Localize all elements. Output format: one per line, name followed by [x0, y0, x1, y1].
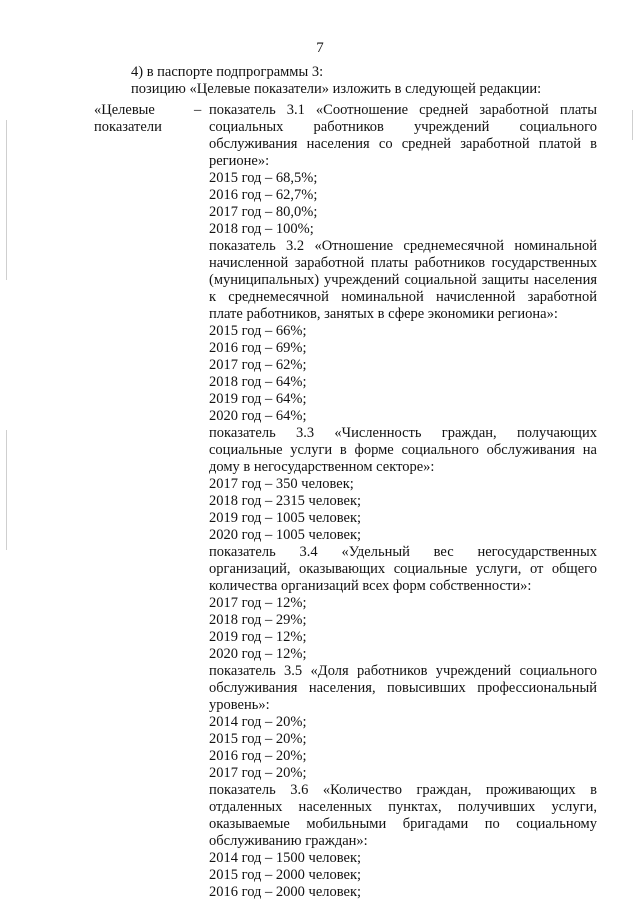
indicator-year-value: 2018 год – 29%; [209, 612, 307, 628]
indicator-year-value: 2019 год – 12%; [209, 629, 307, 645]
indicator-year-value: 2016 год – 69%; [209, 340, 307, 356]
indicator-3-5 [209, 663, 597, 782]
indicator-3-4 [209, 544, 597, 663]
indicator-text: показатель 3.2 «Отношение среднемесячной номинальной начисленной заработной платы работников государственных (муниципальных) учреждений социальной защиты населения к среднемесячной номинальной начисленной заработной плате работников, занятых в сфере экономики региона»: [209, 238, 597, 322]
indicator-year-value: 2017 год – 350 человек; [209, 476, 354, 492]
indicator-year-value: 2015 год – 20%; [209, 731, 307, 747]
indicator-text: показатель 3.1 «Соотношение средней заработной платы социальных работников учреждений социального обслуживания населения со средней заработной платой в регионе»: [209, 102, 597, 169]
indicator-year-value: 2020 год – 1005 человек; [209, 527, 362, 543]
indicator-year-value: 2016 год – 2000 человек; [209, 884, 362, 900]
indicator-year-value: 2015 год – 68,5%; [209, 170, 318, 186]
indicator-3-3 [209, 425, 597, 544]
intro-block [131, 64, 541, 98]
intro-line-1: 4) в паспорте подпрограммы 3: [131, 64, 324, 80]
indicator-text: показатель 3.5 «Доля работников учреждений социального обслуживания населения, повысивших профессиональный уровень»: [209, 663, 597, 713]
indicator-year-value: 2017 год – 20%; [209, 765, 307, 781]
indicator-year-value: 2014 год – 20%; [209, 714, 307, 730]
indicator-year-value: 2019 год – 64%; [209, 391, 307, 407]
indicator-year-value: 2017 год – 80,0%; [209, 204, 318, 220]
indicator-year-value: 2015 год – 2000 человек; [209, 867, 362, 883]
indicator-3-2 [209, 238, 597, 425]
indicator-text: показатель 3.4 «Удельный вес негосударственных организаций, оказывающих социальные услуги, от общего количества организаций всех форм собственности»: [209, 544, 597, 594]
term-line-1: «Целевые [94, 102, 155, 118]
indicator-year-value: 2020 год – 64%; [209, 408, 307, 424]
scan-edge-mark [6, 430, 7, 550]
indicator-3-1 [209, 102, 597, 238]
indicator-year-value: 2017 год – 12%; [209, 595, 307, 611]
term-line-2: показатели [94, 119, 162, 135]
indicators-list [209, 102, 597, 901]
scan-edge-mark [6, 120, 7, 280]
indicator-year-value: 2019 год – 1005 человек; [209, 510, 362, 526]
indicator-year-value: 2016 год – 62,7%; [209, 187, 318, 203]
indicator-year-value: 2016 год – 20%; [209, 748, 307, 764]
indicator-year-value: 2017 год – 62%; [209, 357, 307, 373]
indicator-year-value: 2018 год – 64%; [209, 374, 307, 390]
indicator-year-value: 2014 год – 1500 человек; [209, 850, 362, 866]
indicator-year-value: 2015 год – 66%; [209, 323, 307, 339]
indicator-text: показатель 3.3 «Численность граждан, получающих социальные услуги в форме социального обслуживания на дому в негосударственном секторе»: [209, 425, 597, 475]
term-label [94, 102, 194, 136]
indicator-3-6 [209, 782, 597, 901]
indicator-text: показатель 3.6 «Количество граждан, проживающих в отдаленных населенных пунктах, получивших услуги, оказываемые мобильными бригадами по социальному обслуживанию граждан»: [209, 782, 597, 849]
intro-line-2: позицию «Целевые показатели» изложить в следующей редакции: [131, 81, 542, 97]
scan-edge-mark [632, 110, 633, 140]
page-number: 7 [316, 40, 324, 56]
indicator-year-value: 2020 год – 12%; [209, 646, 307, 662]
term-dash: – [194, 102, 202, 118]
indicator-year-value: 2018 год – 100%; [209, 221, 314, 237]
indicator-year-value: 2018 год – 2315 человек; [209, 493, 362, 509]
